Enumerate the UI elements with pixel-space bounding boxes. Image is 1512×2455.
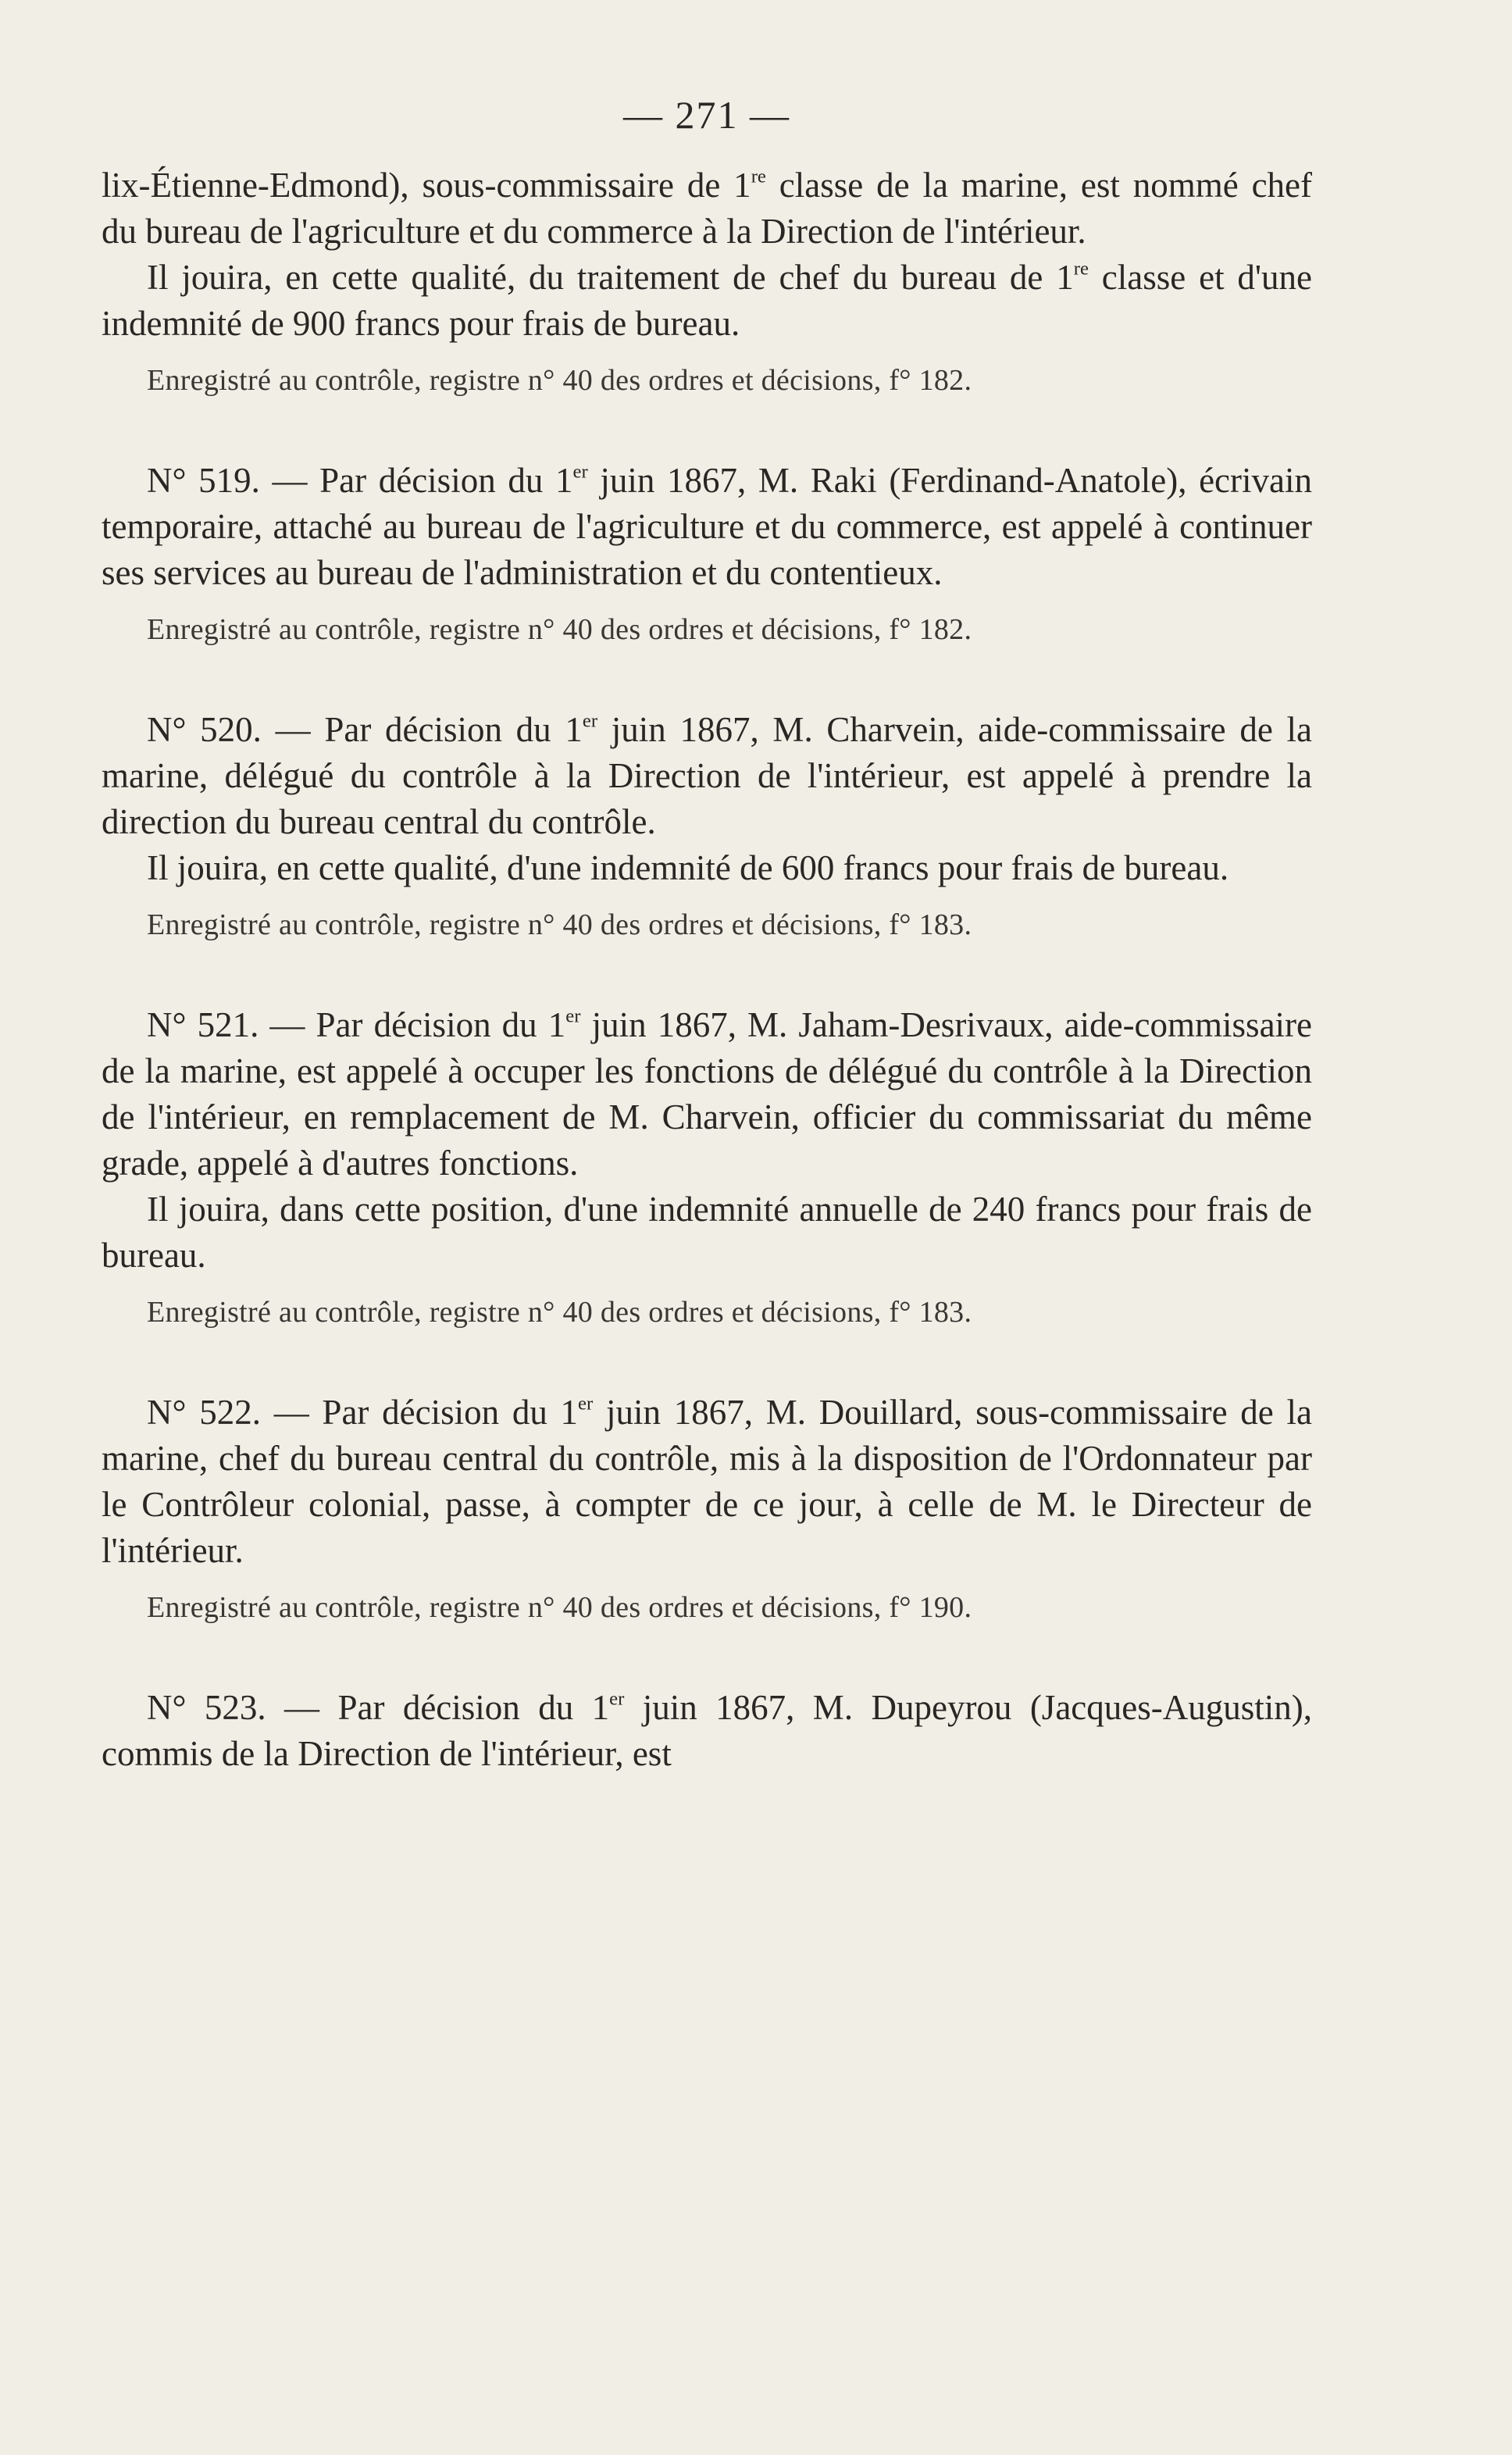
decision-entry-522 [102,1390,1312,1627]
document-page [102,0,1312,2455]
page-number: — 271 — [623,93,790,137]
decision-entry-520 [102,707,1312,944]
paragraph: lix-Étienne-Edmond), sous-commissaire de 1re classe de la marine, est nommé chef du bureau de l'agriculture et du commerce à la Direction de l'intérieur. [102,166,1313,251]
paragraph: Il jouira, en cette qualité, du traitement de chef du bureau de 1re classe et d'une indemnité de 900 francs pour frais de bureau. [102,258,1312,343]
paragraph: N° 520. — Par décision du 1er juin 1867, M. Charvein, aide-commissaire de la marine, délégué du contrôle à la Direction de l'intérieur, est appelé à prendre la direction du bureau central du contrôle. [102,710,1312,841]
registration-note: Enregistré au contrôle, registre n° 40 des ordres et décisions, f° 190. [147,1591,972,1624]
paragraph: N° 521. — Par décision du 1er juin 1867, M. Jaham-Desrivaux, aide-commissaire de la marine, est appelé à occuper les fonctions de délégué du contrôle à la Direction de l'intérieur, en remplacement de M. Charvein, officier du commissariat du même grade, appelé à d'autres fonctions. [102,1005,1312,1183]
paragraph: N° 523. — Par décision du 1er juin 1867, M. Dupeyrou (Jacques-Augustin), commis de la Direction de l'intérieur, est [102,1688,1312,1773]
registration-note: Enregistré au contrôle, registre n° 40 des ordres et décisions, f° 183. [147,1296,972,1329]
paragraph: N° 519. — Par décision du 1er juin 1867, M. Raki (Ferdinand-Anatole), écrivain temporaire, attaché au bureau de l'agriculture et du commerce, est appelé à continuer ses services au bureau de l'administration et du contentieux. [102,461,1312,592]
paragraph: N° 522. — Par décision du 1er juin 1867, M. Douillard, sous-commissaire de la marine, chef du bureau central du contrôle, mis à la disposition de l'Ordonnateur par le Contrôleur colonial, passe, à compter de ce jour, à celle de M. le Directeur de l'intérieur. [102,1393,1312,1570]
decision-entry-519 [102,458,1312,649]
entry-continuation [102,162,1312,400]
registration-note: Enregistré au contrôle, registre n° 40 des ordres et décisions, f° 183. [147,908,972,941]
registration-note: Enregistré au contrôle, registre n° 40 des ordres et décisions, f° 182. [147,613,972,646]
decision-entry-523 [102,1685,1312,1777]
registration-note: Enregistré au contrôle, registre n° 40 des ordres et décisions, f° 182. [147,364,972,397]
paragraph: Il jouira, dans cette position, d'une indemnité annuelle de 240 francs pour frais de bureau. [102,1190,1312,1275]
document-body [102,162,1312,1777]
paragraph: Il jouira, en cette qualité, d'une indemnité de 600 francs pour frais de bureau. [147,848,1229,887]
decision-entry-521 [102,1002,1312,1332]
